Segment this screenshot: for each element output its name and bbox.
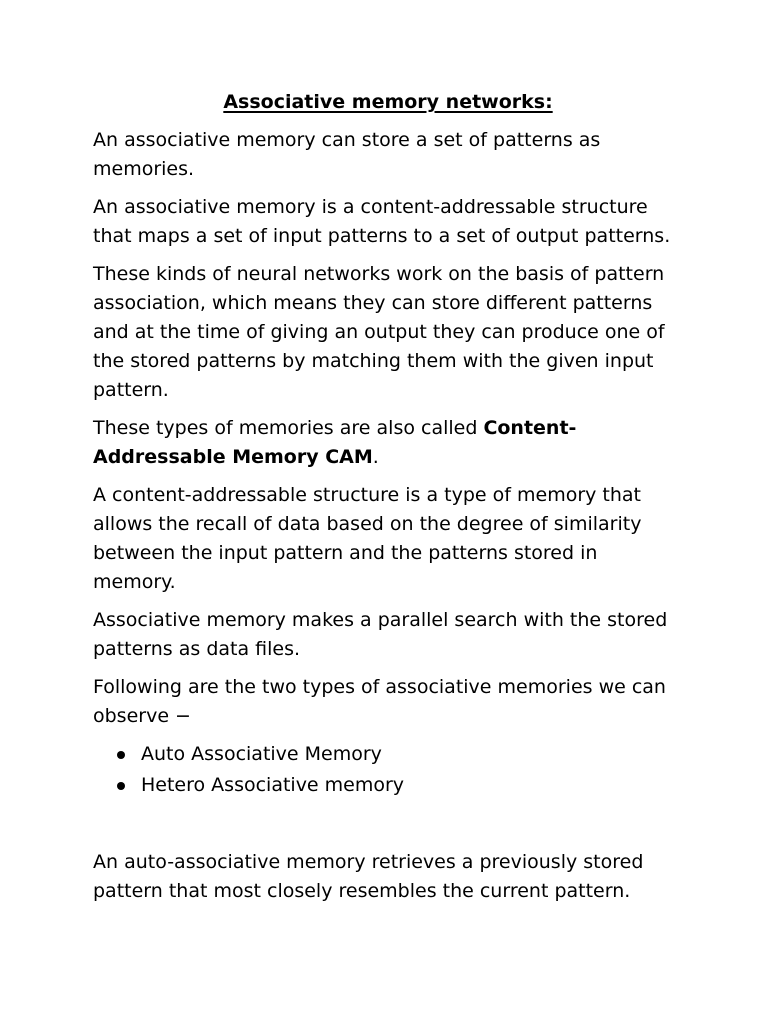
list-item (117, 740, 683, 769)
cam-bold-term: Content-Addressable Memory CAM (93, 417, 577, 468)
list-item-label: Auto Associative Memory (141, 743, 382, 765)
paragraph-pattern-association: These kinds of neural networks work on the basis of pattern association, which means they can store different patterns and at the time of giving an output they can produce one of the stored patterns by matching them with the given input pattern. (93, 263, 665, 401)
paragraph-recall-by-similarity: A content-addressable structure is a type of memory that allows the recall of data based on the degree of similarity between the input pattern and the patterns stored in memory. (93, 484, 642, 593)
paragraph-two-types-intro: Following are the two types of associative memories we can observe − (93, 676, 666, 727)
paragraph-parallel-search: Associative memory makes a parallel search with the stored patterns as data files. (93, 609, 668, 660)
paragraph-auto-associative: An auto-associative memory retrieves a previously stored pattern that most closely resembles the current pattern. (93, 851, 644, 902)
paragraph-patterns-as-memories: An associative memory can store a set of patterns as memories. (93, 129, 601, 180)
paragraph-cam (93, 414, 683, 472)
cam-prefix: These types of memories are also called (93, 417, 484, 439)
list-item (117, 771, 683, 800)
document-body (93, 88, 683, 915)
list-item-label: Hetero Associative memory (141, 774, 405, 796)
types-bullet-list (93, 740, 683, 800)
bullet-icon (117, 751, 125, 759)
paragraph-content-addressable-structure: An associative memory is a content-addressable structure that maps a set of input patterns to a set of output patterns. (93, 196, 671, 247)
document-title: Associative memory networks: (223, 91, 553, 113)
bullet-icon (117, 782, 125, 790)
blank-line (93, 802, 683, 848)
cam-suffix: . (372, 446, 379, 468)
